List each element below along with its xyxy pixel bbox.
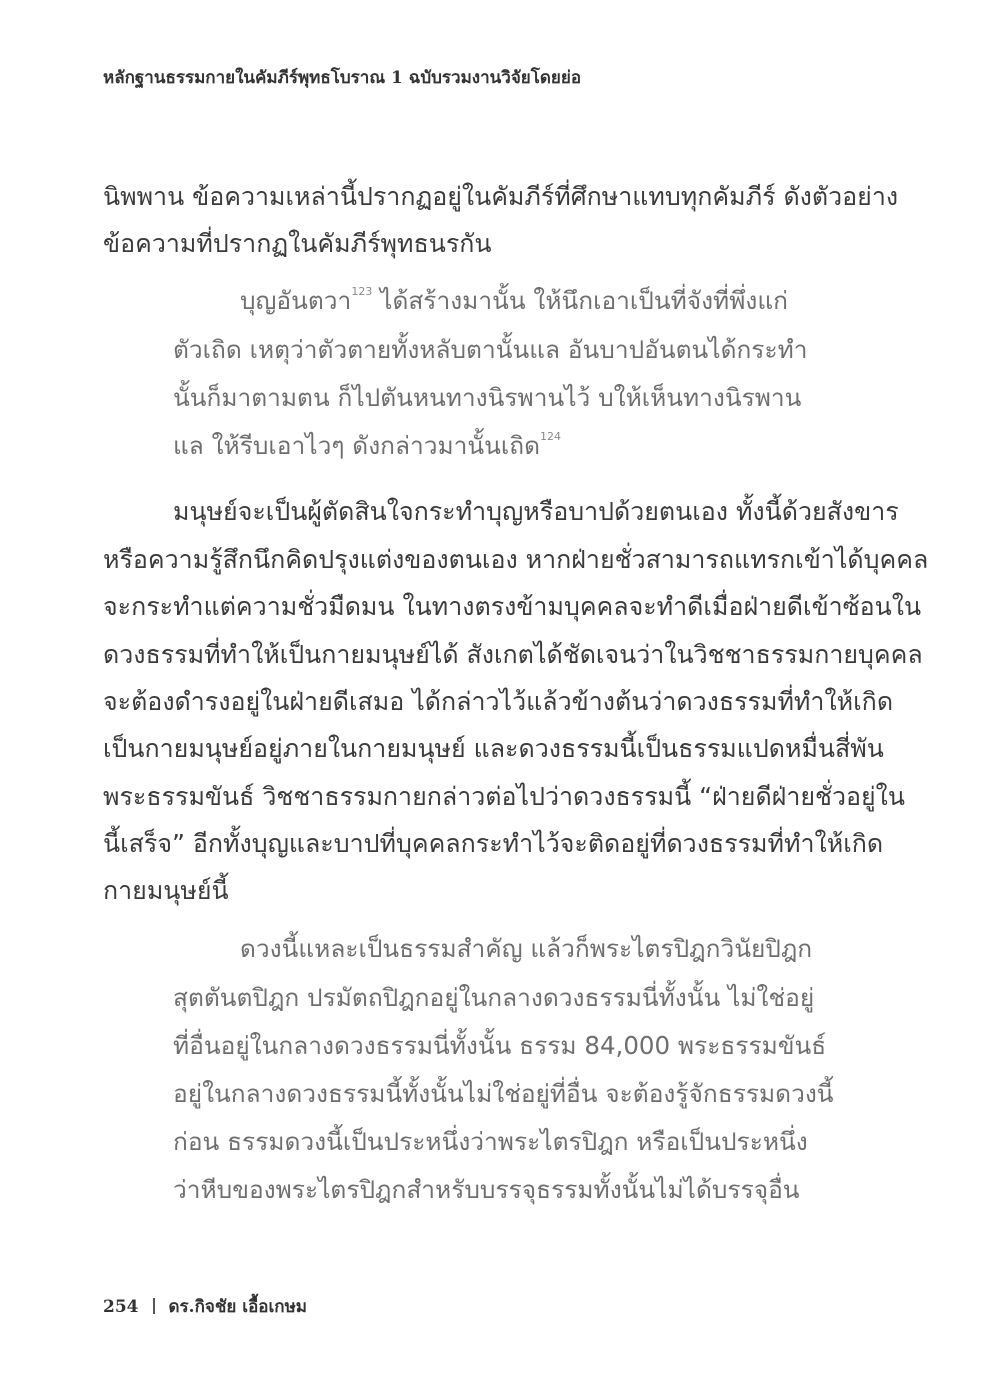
para1-line: ข้อความที่ปรากฏในคัมภีร์พุทธนรกัน	[103, 229, 492, 258]
para2-line: กายมนุษย์นี้	[103, 876, 229, 905]
quote1-text: แล ให้รีบเอาไวๆ ดังกล่าวมานั้นเถิด	[173, 431, 541, 460]
quote1-text: บุญอันตวา	[240, 286, 352, 315]
para2-line: จะต้องดำรงอยู่ในฝ่ายดีเสมอ ได้กล่าวไว้แล้วข้างต้นว่าดวงธรรมที่ทำให้เกิด	[103, 687, 894, 716]
quote2-line: สุตตันตปิฎก ปรมัตถปิฎกอยู่ในกลางดวงธรรมนี่ทั้งนั้น ไม่ใช่อยู่	[173, 983, 815, 1012]
para2-line: นี้เสร็จ” อีกทั้งบุญและบาปที่บุคคลกระทำไว้จะติดอยู่ที่ดวงธรรมที่ทำให้เกิด	[103, 829, 884, 858]
para2-line: พระธรรมขันธ์ วิชชาธรรมกายกล่าวต่อไปว่าดวงธรรมนี้ “ฝ่ายดีฝ่ายชั่วอยู่ใน	[103, 782, 905, 811]
quote2-line: อยู่ในกลางดวงธรรมนี้ทั้งนั้นไม่ใช่อยู่ที่อื่น จะต้องรู้จักธรรมดวงนี้	[173, 1079, 834, 1108]
page-number: 254	[103, 1297, 139, 1317]
quote2-line: ว่าหีบของพระไตรปิฎกสำหรับบรรจุธรรมทั้งนั้นไม่ได้บรรจุอื่น	[173, 1175, 800, 1204]
quote1-line	[240, 286, 788, 316]
footer-divider	[153, 1298, 155, 1314]
para2-line: หรือความรู้สึกนึกคิดปรุงแต่งของตนเอง หากฝ่ายชั่วสามารถแทรกเข้าได้บุคคล	[103, 545, 929, 574]
quote2-line: ที่อื่นอยู่ในกลางดวงธรรมนี่ทั้งนั้น ธรรม 84,000 พระธรรมขันธ์	[173, 1031, 827, 1060]
quote2-line: ดวงนี้แหละเป็นธรรมสำคัญ แล้วก็พระไตรปิฎกวินัยปิฎก	[240, 934, 813, 963]
quote2-line: ก่อน ธรรมดวงนี้เป็นประหนึ่งว่าพระไตรปิฎก หรือเป็นประหนึ่ง	[173, 1127, 808, 1156]
footnote-marker: 123	[351, 285, 373, 298]
quote1-text: ได้สร้างมานั้น ให้นึกเอาเป็นที่จังที่พึ่งแก่	[372, 286, 788, 315]
quote1-line: นั้นก็มาตามตน ก็ไปตันหนทางนิรพานไว้ บให้เห็นทางนิรพาน	[173, 383, 802, 412]
para2-line: เป็นกายมนุษย์อยู่ภายในกายมนุษย์ และดวงธรรมนี้เป็นธรรมแปดหมื่นสี่พัน	[103, 734, 884, 763]
running-header: หลักฐานธรรมกายในคัมภีร์พุทธโบราณ 1 ฉบับรวมงานวิจัยโดยย่อ	[103, 68, 582, 88]
footnote-marker: 124	[540, 430, 562, 443]
author-name: ดร.กิจชัย เอื้อเกษม	[168, 1297, 308, 1317]
para2-line: จะกระทำแต่ความชั่วมืดมน ในทางตรงข้ามบุคคลจะทำดีเมื่อฝ่ายดีเข้าซ้อนใน	[103, 592, 922, 621]
page-footer	[103, 1293, 307, 1320]
para2-line: ดวงธรรมที่ทำให้เป็นกายมนุษย์ได้ สังเกตได้ชัดเจนว่าในวิชชาธรรมกายบุคคล	[103, 640, 923, 669]
para1-line: นิพพาน ข้อความเหล่านี้ปรากฏอยู่ในคัมภีร์ที่ศึกษาแทบทุกคัมภีร์ ดังตัวอย่าง	[103, 182, 899, 211]
para2-line: มนุษย์จะเป็นผู้ตัดสินใจกระทำบุญหรือบาปด้วยตนเอง ทั้งนี้ด้วยสังขาร	[173, 497, 899, 526]
quote1-line	[173, 431, 561, 461]
quote1-line: ตัวเถิด เหตุว่าตัวตายทั้งหลับตานั้นแล อันบาปอันตนได้กระทำ	[173, 335, 808, 364]
